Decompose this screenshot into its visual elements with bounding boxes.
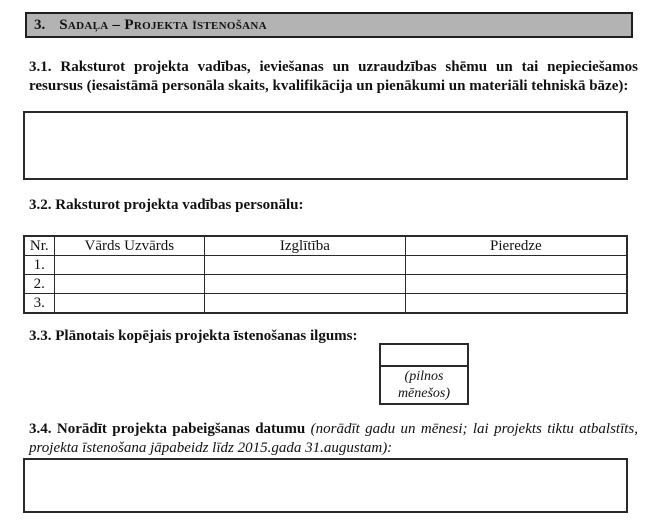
table-header-row (24, 236, 627, 256)
column-header-education: Izglītība (205, 236, 406, 256)
row-number: 2. (24, 275, 54, 294)
table-row (24, 294, 627, 314)
section-header (25, 12, 633, 38)
field-3-4-label-note: (norādīt gadu un mēnesi; lai projekts tiktu atbalstīts, projekta īstenošana jāpabeidz līdz 2015.gada 31.augustam): (29, 421, 639, 456)
education-cell[interactable] (205, 256, 406, 275)
row-number: 3. (24, 294, 54, 314)
name-cell[interactable] (54, 294, 204, 314)
table-row (24, 256, 627, 275)
column-header-experience: Pieredze (405, 236, 627, 256)
field-3-3-input[interactable] (381, 345, 467, 367)
field-3-1-input[interactable] (23, 111, 628, 180)
table-row (24, 275, 627, 294)
personnel-table (23, 235, 628, 314)
name-cell[interactable] (54, 275, 204, 294)
column-header-name: Vārds Uzvārds (54, 236, 204, 256)
education-cell[interactable] (205, 294, 406, 314)
field-3-4-label-bold: 3.4. Norādīt projekta pabeigšanas datumu (29, 421, 306, 437)
experience-cell[interactable] (405, 256, 627, 275)
section-title: Sadaļa – Projekta īstenošana (59, 16, 267, 33)
experience-cell[interactable] (405, 294, 627, 314)
row-number: 1. (24, 256, 54, 275)
section-number: 3. (34, 16, 46, 33)
education-cell[interactable] (205, 275, 406, 294)
column-header-nr: Nr. (24, 236, 54, 256)
field-3-3-unit-note: (pilnos mēnešos) (397, 369, 451, 401)
name-cell[interactable] (54, 256, 204, 275)
field-3-1-label: 3.1. Raksturot projekta vadības, ieviešanas un uzraudzības shēmu un tai nepieciešamos resursus (iesaistāmā personāla skaits, kvalifikācija un pienākumi un materiāli tehniskā bāze): (29, 59, 638, 94)
field-3-3-label: 3.3. Plānotais kopējais projekta īstenošanas ilgums: (29, 328, 358, 344)
field-3-4-input[interactable] (23, 458, 628, 513)
field-3-2-label: 3.2. Raksturot projekta vadības personālu: (29, 197, 304, 213)
field-3-4-label (29, 420, 638, 458)
experience-cell[interactable] (405, 275, 627, 294)
field-3-3-input-group (379, 343, 469, 405)
